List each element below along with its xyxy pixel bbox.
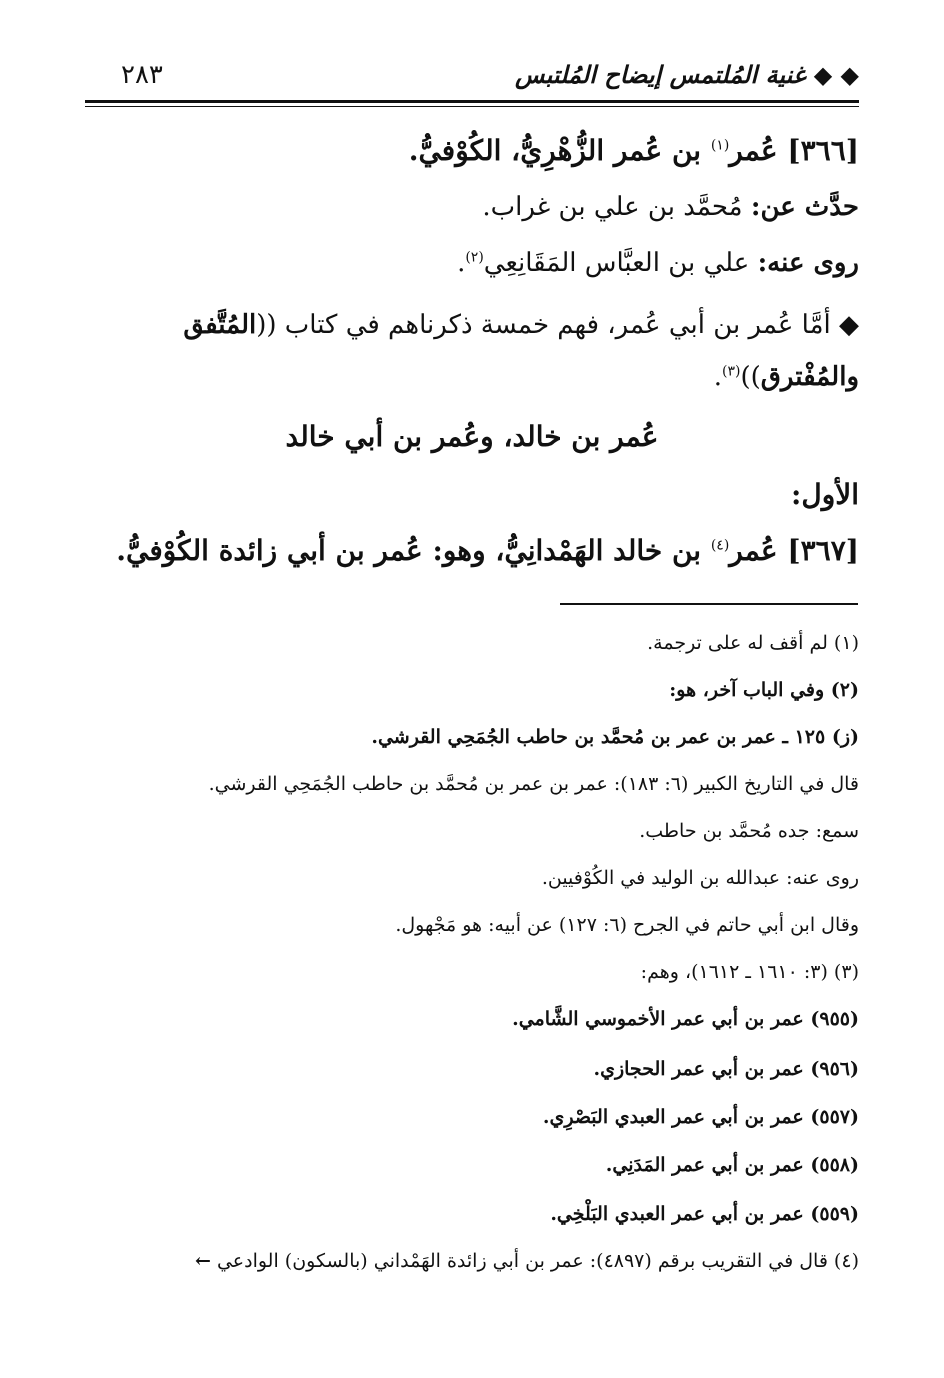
book-title-part: المُتَّفق <box>183 310 257 340</box>
header-rule-thin <box>85 106 859 107</box>
footnote-line: (٥٥٨) عمر بن أبي عمر المَدَنِي. <box>605 1154 859 1176</box>
first-label: الأول: <box>791 478 859 511</box>
section-heading: عُمر بن خالد، وعُمر بن أبي خالد <box>285 420 659 453</box>
rawa-line <box>457 248 859 278</box>
footnote-separator <box>560 603 858 605</box>
rawa-text: علي بن العبَّاس المَقَانِعِي <box>483 248 750 278</box>
footnote-text: (٤) قال في التقريب برقم (٤٨٩٧): عمر بن أبي زائدة الهَمْداني (بالسكون) الوادعي <box>216 1250 859 1272</box>
footnote-ref: (٢) <box>465 249 484 266</box>
entry-name: عُمر <box>729 134 778 167</box>
header-rule-thick <box>85 100 859 103</box>
footnote-line: (١) لم أقف له على ترجمة. <box>647 632 859 654</box>
footnote-line: وقال ابن أبي حاتم في الجرح (٦: ١٢٧) عن أبيه: هو مَجْهول. <box>395 914 859 936</box>
footnote-line: (ز) ١٢٥ ـ عمر بن عمر بن مُحمَّد بن حاطب الجُمَحِي القرشي. <box>371 726 859 748</box>
footnote-line: (٥٥٧) عمر بن أبي عمر العبدي البَصْرِي. <box>542 1106 859 1128</box>
entry-number: [٣٦٦] <box>787 134 859 167</box>
footnote-line: (٢) وفي الباب آخر، هو: <box>669 679 859 701</box>
footnote-line: (٥٥٩) عمر بن أبي عمر العبدي البَلْخِي. <box>550 1203 859 1225</box>
footnote-line: (٩٥٥) عمر بن أبي عمر الأخموسي الشَّامي. <box>512 1008 859 1030</box>
footnote-line: (٣) (٣: ١٦١٠ ـ ١٦١٢)، وهم: <box>640 961 859 983</box>
paragraph-end: . <box>713 362 722 392</box>
entry-367 <box>116 534 859 567</box>
entry-number: [٣٦٧] <box>787 534 859 567</box>
haddatha-label: حدَّث عن: <box>750 192 859 222</box>
rawa-end: . <box>457 248 466 278</box>
footnote-ref: (٣) <box>721 363 741 380</box>
footnote-line: (٩٥٦) عمر بن أبي عمر الحجازي. <box>593 1058 859 1080</box>
footnote-line-continued <box>195 1250 859 1272</box>
entry-366 <box>409 134 859 167</box>
footnote-ref: (١) <box>710 137 730 154</box>
page-header <box>85 58 859 94</box>
haddatha-line <box>482 192 859 222</box>
footnote-line: سمع: جده مُحمَّد بن حاطب. <box>639 820 859 842</box>
haddatha-text: مُحمَّد بن علي بن غراب. <box>482 192 743 222</box>
footnote-line: قال في التاريخ الكبير (٦: ١٨٣): عمر بن عمر بن مُحمَّد بن حاطب الجُمَحِي القرشي. <box>208 773 859 795</box>
paragraph-line-1 <box>183 310 859 340</box>
running-title: ◆ ◆ غنية المُلتمس إيضاح المُلتبس <box>515 60 859 89</box>
rawa-label: روى عنه: <box>757 248 859 278</box>
continuation-arrow-icon: ← <box>195 1250 211 1272</box>
entry-rest: بن خالد الهَمْدانِيُّ، وهو: عُمر بن أبي زائدة الكُوْفيُّ. <box>116 534 702 567</box>
book-title-part: والمُفْترق <box>760 362 859 392</box>
footnote-ref: (٤) <box>710 537 730 554</box>
entry-name: عُمر <box>729 534 778 567</box>
footnote-line: روى عنه: عبدالله بن الوليد في الكُوْفيين. <box>541 867 859 889</box>
paragraph-line-2 <box>714 362 859 392</box>
paragraph-text: )) <box>740 362 761 392</box>
page-number: ٢٨٣ <box>121 60 163 90</box>
paragraph-text: ◆ أمَّا عُمر بن أبي عُمر، فهم خمسة ذكرناهم في كتاب (( <box>256 310 859 340</box>
entry-rest: بن عُمر الزُّهْرِيُّ، الكُوْفيُّ. <box>408 134 702 167</box>
